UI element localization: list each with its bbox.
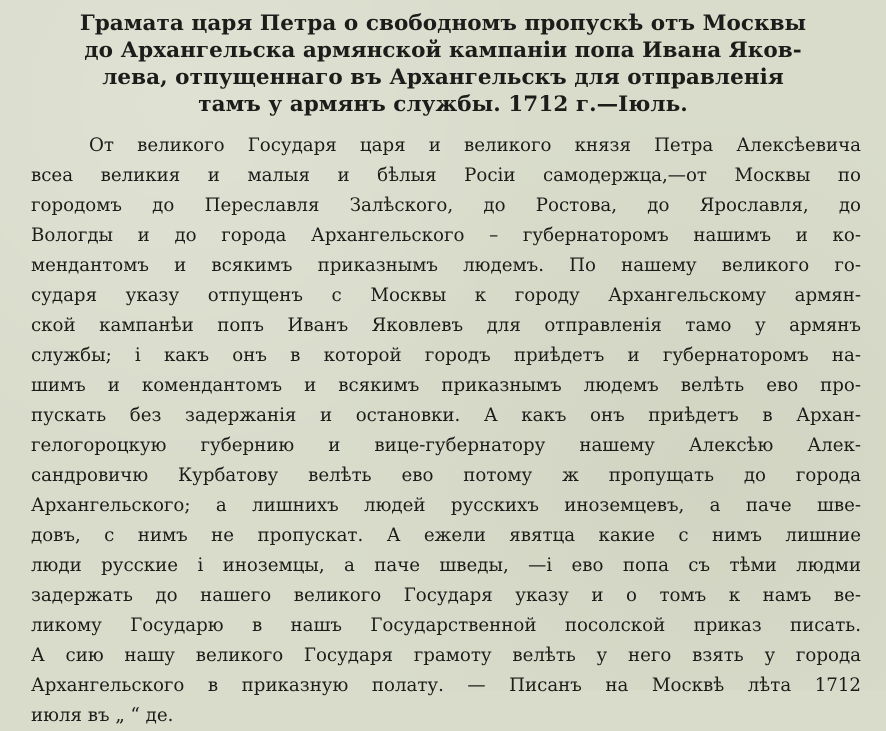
body-line: Архангельского в приказную полату. — Писанъ на Москвѣ лѣта 1712 xyxy=(31,675,861,696)
body-line: сударя указу отпущенъ с Москвы к городу Архангельскому армян- xyxy=(31,285,861,306)
body-line: люди русские і иноземцы, а паче шведы, —і ево попа съ тѣми людми xyxy=(31,555,861,576)
title-line: до Архангельска армянской кампаніи попа Ивана Яков- xyxy=(84,38,802,63)
title-line: тамъ у армянъ службы. 1712 г.—Іюль. xyxy=(198,92,688,117)
body-line: Вологды и до города Архангельского – губернаторомъ нашимъ и ко- xyxy=(31,225,861,246)
title-line: Грамата царя Петра о свободномъ пропускѣ отъ Москвы xyxy=(79,11,807,36)
body-line: ликому Государю в нашъ Государственной посолской приказ писать. xyxy=(31,615,861,636)
body-line: городомъ до Переславля Залѣского, до Ростова, до Ярославля, до xyxy=(31,195,861,216)
body-line: всеа великия и малыя и бѣлыя Росіи самодержца,—от Москвы по xyxy=(31,165,861,186)
body-line: ской кампанѣи попъ Иванъ Яковлевъ для отправленія тамо у армянъ xyxy=(31,315,861,336)
body-line: мендантомъ и всякимъ приказнымъ людемъ. По нашему великого го- xyxy=(31,255,861,276)
document-title xyxy=(18,10,868,118)
body-line: От великого Государя царя и великого князя Петра Алексѣевича xyxy=(89,135,861,156)
body-line: пускать без задержанія и остановки. А какъ онъ приѣдетъ в Архан- xyxy=(31,405,861,426)
body-line: службы; і какъ онъ в которой городъ приѣдетъ и губернаторомъ на- xyxy=(31,345,861,366)
body-line: июля въ „ “ де. xyxy=(31,705,174,726)
body-line: гелогороцкую губернию и вице-губернатору нашему Алексѣю Алек- xyxy=(31,435,861,456)
body-line: шимъ и комендантомъ и всякимъ приказнымъ людемъ велѣть ево про- xyxy=(31,375,861,396)
body-line: Архангельского; а лишнихъ людей русскихъ иноземцевъ, а паче шве- xyxy=(31,495,861,516)
body-line: задержать до нашего великого Государя указу и о томъ к намъ ве- xyxy=(31,585,861,606)
body-line: сандровичю Курбатову велѣть ево потому ж пропущать до города xyxy=(31,465,861,486)
title-line: лева, отпущеннаго въ Архангельскъ для отправленія xyxy=(102,65,784,90)
body-line: довъ, с нимъ не пропускат. А ежели явятца какие с нимъ лишние xyxy=(31,525,861,546)
document-body xyxy=(31,131,861,731)
body-line: А сию нашу великого Государя грамоту велѣть у него взять у города xyxy=(31,645,861,666)
